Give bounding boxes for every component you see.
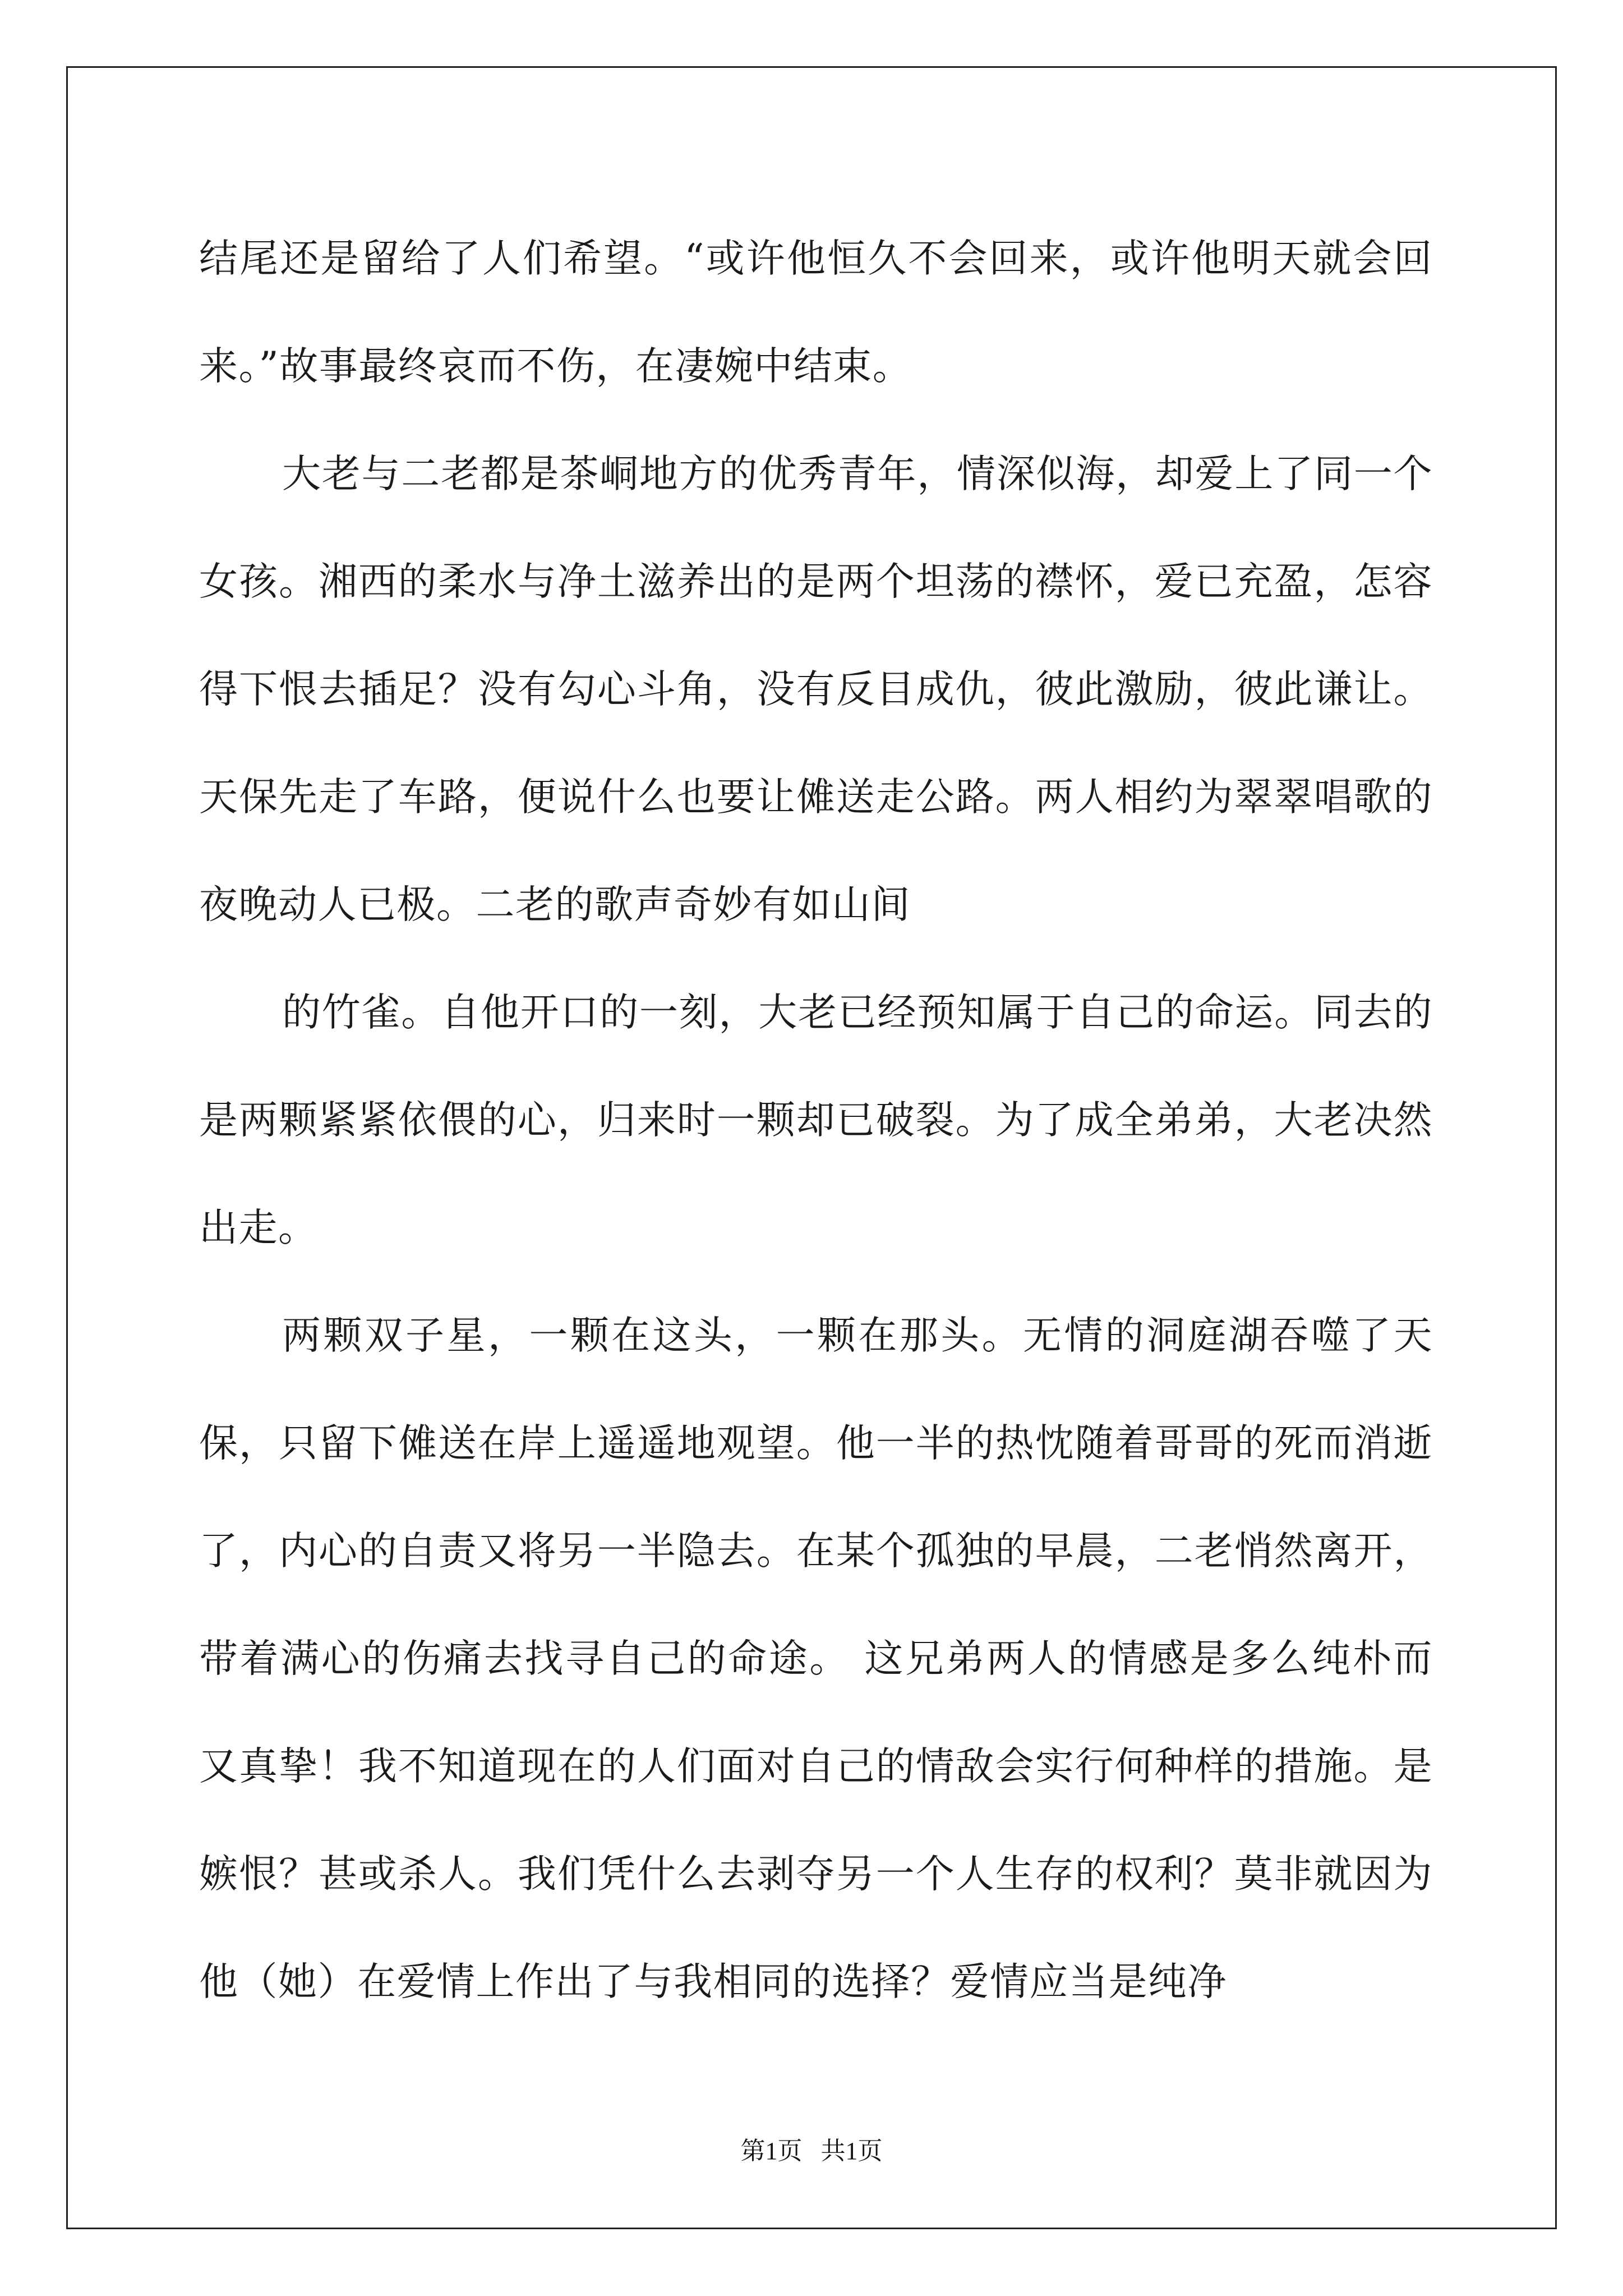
paragraph-3: 的竹雀。自他开口的一刻，大老已经预知属于自己的命运。同去的是两颗紧紧依偎的心，归来时一颗却已破裂。为了成全弟弟，大老决然出走。 <box>199 990 1433 1250</box>
document-body <box>199 205 1433 2036</box>
page-total: 共1页 <box>820 2137 883 2165</box>
paragraph-1: 结尾还是留给了人们希望。“或许他恒久不会回来，或许他明天就会回来。”故事最终哀而不伤，在凄婉中结束。 <box>199 236 1433 389</box>
footer-spacer <box>803 2137 821 2165</box>
paragraph-4: 两颗双子星，一颗在这头，一颗在那头。无情的洞庭湖吞噬了天保，只留下傩送在岸上遥遥地观望。他一半的热忱随着哥哥的死而消逝了，内心的自责又将另一半隐去。在某个孤独的早晨，二老悄然离开，带着满心的伤痛去找寻自己的命途。 这兄弟两人的情感是多么纯朴而又真挚！我不知道现在的人们面对自己的情敌会实行何种样的措施。是嫉恨？甚或杀人。我们凭什么去剥夺另一个人生存的权利？莫非就因为他（她）在爱情上作出了与我相同的选择？爱情应当是纯净 <box>199 1313 1433 2004</box>
page-footer <box>0 2134 1623 2168</box>
paragraph-2: 大老与二老都是茶峒地方的优秀青年，情深似海，却爱上了同一个女孩。湘西的柔水与净土滋养出的是两个坦荡的襟怀，爱已充盈，怎容得下恨去插足？没有勾心斗角，没有反目成仇，彼此激励，彼此谦让。天保先走了车路，便说什么也要让傩送走公路。两人相约为翠翠唱歌的夜晚动人已极。二老的歌声奇妙有如山间 <box>199 452 1433 927</box>
page-number: 第1页 <box>740 2137 803 2165</box>
